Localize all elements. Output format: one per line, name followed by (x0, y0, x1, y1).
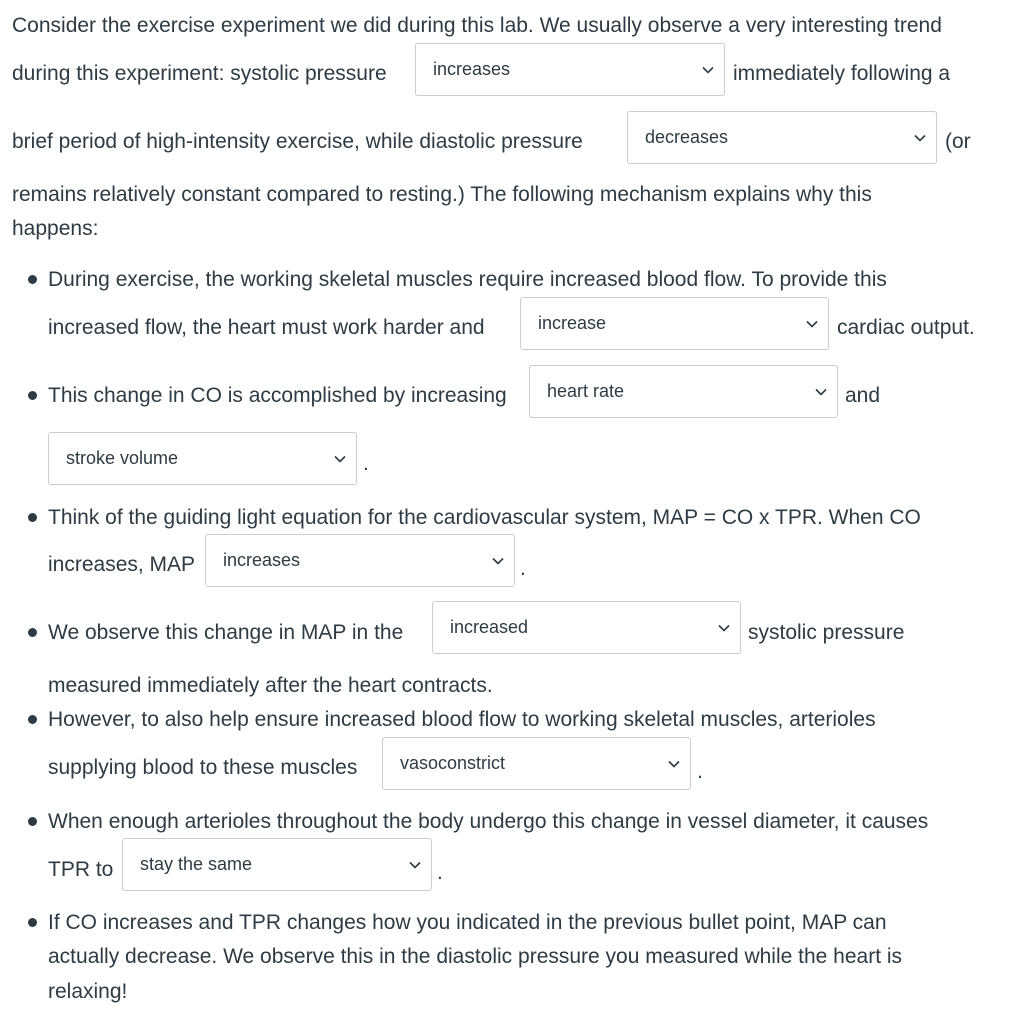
cardiac-output-dropdown[interactable] (520, 297, 829, 350)
intro-line-3-start: brief period of high-intensity exercise, while diastolic pressure (12, 130, 583, 153)
intro-line-2-start: during this experiment: systolic pressure (12, 62, 387, 85)
chevron-down-icon (702, 66, 714, 74)
bullet-icon (28, 715, 37, 724)
dropdown-value: stroke volume (66, 448, 179, 468)
bullet-3-line-2-start: increases, MAP (48, 553, 196, 576)
bullet-2-start: This change in CO is accomplished by increasing (48, 384, 507, 407)
bullet-4-end: systolic pressure (748, 621, 905, 644)
arteriole-response-dropdown[interactable] (382, 737, 691, 790)
intro-line-2-end: immediately following a (733, 62, 951, 85)
co-factor-1-dropdown[interactable] (529, 365, 838, 418)
dropdown-value: heart rate (547, 381, 625, 401)
bullet-1-line-1: During exercise, the working skeletal muscles require increased blood flow. To provide this (48, 268, 887, 291)
co-factor-2-dropdown[interactable] (48, 432, 357, 485)
bullet-7-line-1: If CO increases and TPR changes how you indicated in the previous bullet point, MAP can (48, 911, 887, 934)
bullet-icon (28, 918, 37, 927)
intro-line-3-end: (or (945, 130, 971, 153)
bullet-7-line-3: relaxing! (48, 980, 128, 1003)
bullet-4-start: We observe this change in MAP in the (48, 621, 404, 644)
systolic-trend-dropdown[interactable] (415, 43, 725, 96)
bullet-icon (28, 817, 37, 826)
dropdown-value: increase (538, 313, 607, 333)
bullet-2-period: . (363, 452, 369, 475)
dropdown-value: stay the same (140, 854, 253, 874)
bullet-icon (28, 513, 37, 522)
bullet-3-period: . (520, 557, 526, 580)
bullet-icon (28, 275, 37, 284)
chevron-down-icon (492, 557, 504, 565)
bullet-icon (28, 628, 37, 637)
dropdown-value: increases (433, 59, 511, 79)
chevron-down-icon (718, 624, 730, 632)
diastolic-trend-dropdown[interactable] (627, 111, 937, 164)
observed-change-dropdown[interactable] (432, 601, 741, 654)
chevron-down-icon (668, 760, 680, 768)
chevron-down-icon (334, 455, 346, 463)
chevron-down-icon (806, 320, 818, 328)
dropdown-value: increased (450, 617, 529, 637)
map-change-dropdown[interactable] (205, 534, 515, 587)
tpr-change-dropdown[interactable] (122, 838, 432, 891)
bullet-3-line-1: Think of the guiding light equation for the cardiovascular system, MAP = CO x TPR. When CO (48, 506, 921, 529)
bullet-5-line-2-start: supplying blood to these muscles (48, 756, 358, 779)
bullet-5-period: . (697, 760, 703, 783)
bullet-4-line-2: measured immediately after the heart contracts. (48, 674, 493, 697)
dropdown-value: decreases (645, 127, 729, 147)
bullet-6-period: . (437, 861, 443, 884)
bullet-icon (28, 391, 37, 400)
bullet-7-line-2: actually decrease. We observe this in the diastolic pressure you measured while the heart is (48, 945, 903, 968)
bullet-5-line-1: However, to also help ensure increased blood flow to working skeletal muscles, arterioles (48, 708, 876, 731)
intro-line-4: remains relatively constant compared to resting.) The following mechanism explains why this (12, 183, 872, 206)
bullet-2-and: and (845, 384, 881, 407)
bullet-6-line-2-start: TPR to (48, 858, 114, 881)
bullet-1-line-2-start: increased flow, the heart must work harder and (48, 316, 485, 339)
bullet-1-line-2-end: cardiac output. (837, 316, 975, 339)
intro-line-5: happens: (12, 217, 99, 240)
bullet-6-line-1: When enough arterioles throughout the body undergo this change in vessel diameter, it causes (48, 810, 929, 833)
intro-line-1: Consider the exercise experiment we did during this lab. We usually observe a very interesting trend (12, 14, 942, 37)
chevron-down-icon (409, 861, 421, 869)
chevron-down-icon (914, 134, 926, 142)
dropdown-value: increases (223, 550, 301, 570)
dropdown-value: vasoconstrict (400, 753, 506, 773)
chevron-down-icon (815, 388, 827, 396)
